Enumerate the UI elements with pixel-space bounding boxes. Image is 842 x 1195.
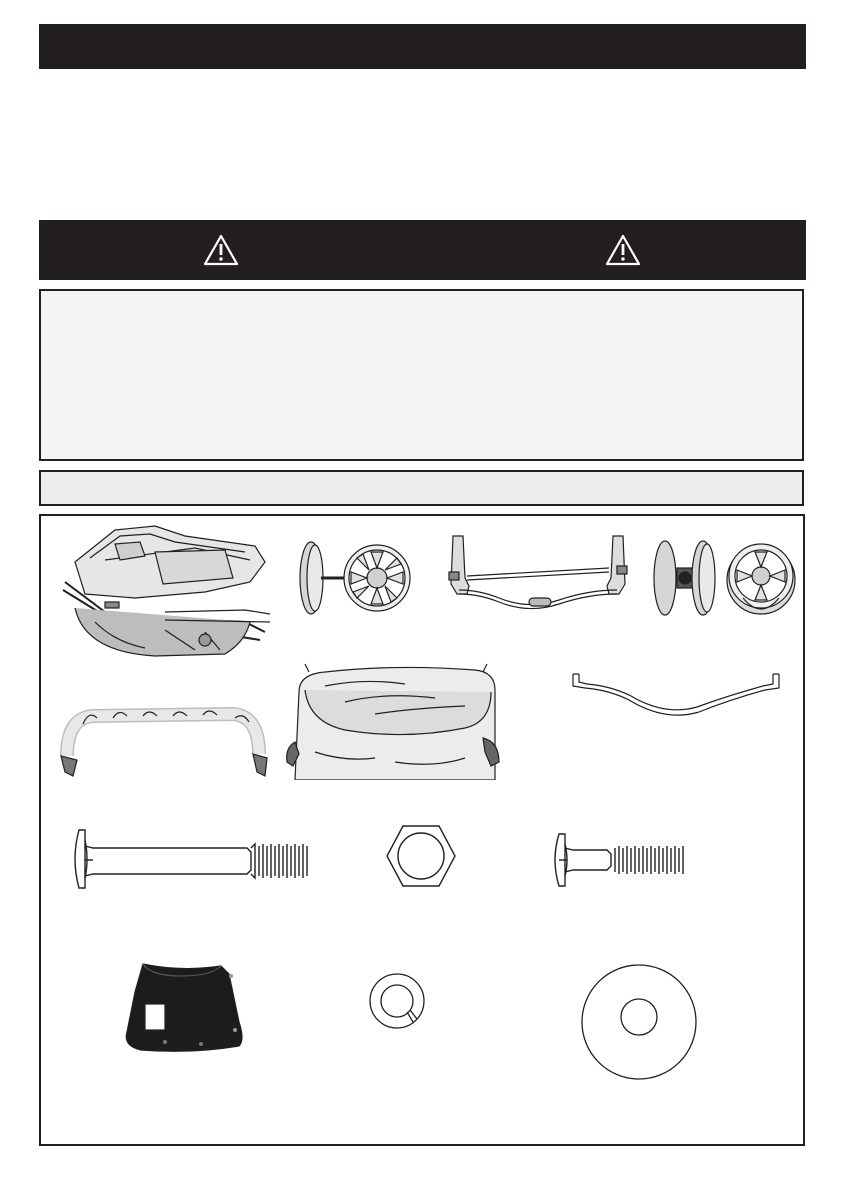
front-wheel-pair: [297, 540, 413, 616]
front-bumper-bar: [53, 696, 275, 782]
short-bolt: [551, 832, 691, 888]
storage-basket: [285, 662, 513, 780]
intro-text: [39, 90, 806, 200]
folded-stroller-frame: [45, 522, 275, 664]
title-bar: [39, 24, 806, 69]
rear-axle-assembly: [439, 528, 635, 628]
warning-body-box: [39, 289, 804, 461]
rear-wheel-assembly: [651, 538, 801, 620]
long-bolt: [69, 826, 315, 892]
warning-triangle-icon: [605, 234, 641, 266]
parts-list-box: [39, 514, 805, 1146]
sun-canopy-pouch: [121, 962, 251, 1054]
basket-support-bar: [569, 666, 785, 736]
warning-triangle-icon: [203, 234, 239, 266]
hex-nut: [385, 822, 457, 890]
parts-header-bar: [39, 470, 804, 506]
flat-washer: [579, 962, 699, 1082]
warning-bar: [39, 220, 806, 280]
split-ring-washer: [367, 972, 427, 1030]
